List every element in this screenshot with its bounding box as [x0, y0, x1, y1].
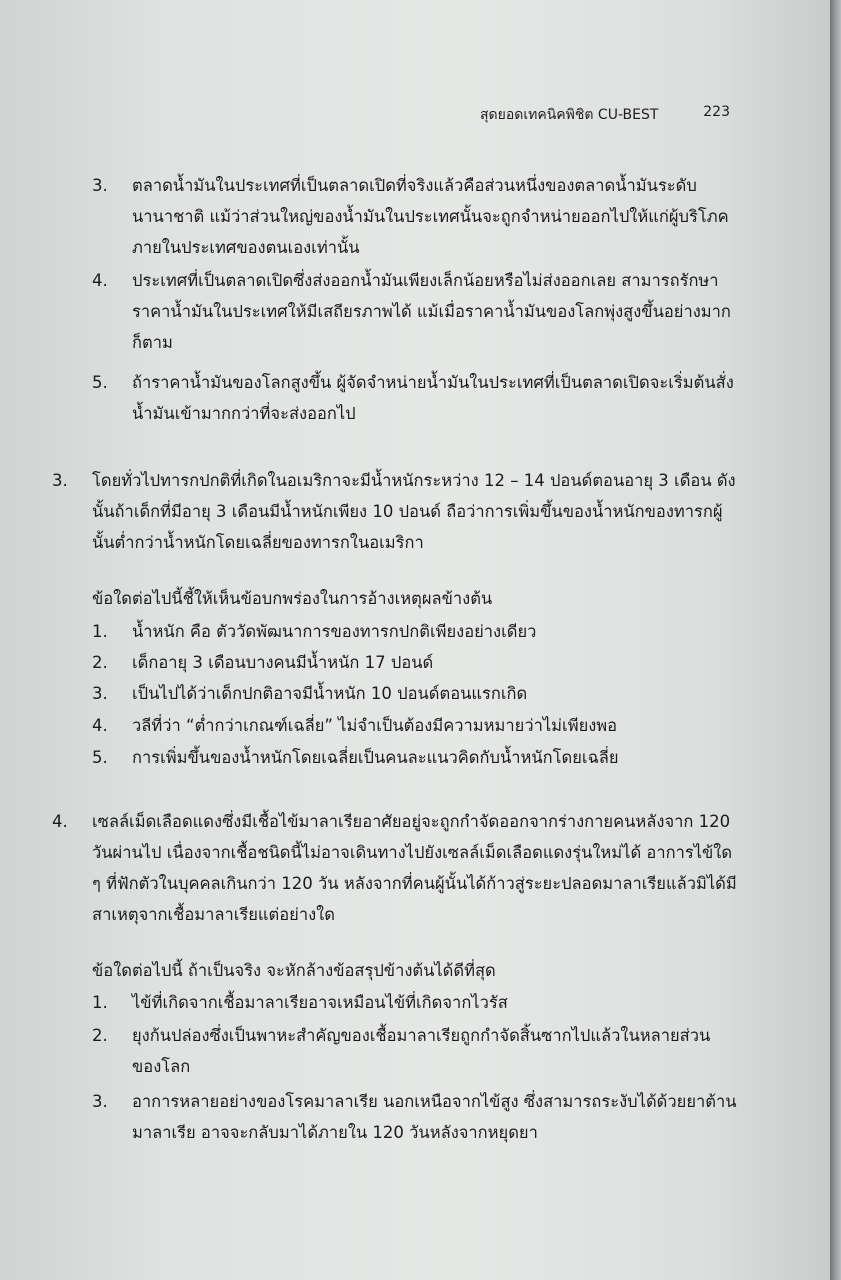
option-text: เด็กอายุ 3 เดือนบางคนมีน้ำหนัก 17 ปอนด์ — [132, 653, 434, 672]
question-4-prompt: ข้อใดต่อไปนี้ ถ้าเป็นจริง จะหักล้างข้อสรุปข้างต้นได้ดีที่สุด — [92, 961, 496, 980]
option-text: ถ้าราคาน้ำมันของโลกสูงขึ้น ผู้จัดจำหน่ายน้ำมันในประเทศที่เป็นตลาดเปิดจะเริ่มต้นสั่งน้ำมันเข้ามากกว่าที่จะส่งออกไป — [132, 373, 734, 423]
option-item — [92, 678, 737, 709]
option-number: 2. — [92, 1026, 108, 1045]
option-text: วลีที่ว่า “ต่ำกว่าเกณฑ์เฉลี่ย” ไม่จำเป็นต้องมีความหมายว่าไม่เพียงพอ — [132, 716, 618, 735]
option-item — [92, 1086, 737, 1148]
option-item — [92, 616, 737, 647]
option-item — [92, 710, 737, 741]
option-number: 5. — [92, 748, 108, 767]
option-item — [92, 265, 737, 358]
option-text: อาการหลายอย่างของโรคมาลาเรีย นอกเหนือจากไข้สูง ซึ่งสามารถระงับได้ด้วยยาต้านมาลาเรีย อาจจะกลับมาได้ภายใน 120 วันหลังจากหยุดยา — [132, 1092, 737, 1142]
option-text: ประเทศที่เป็นตลาดเปิดซึ่งส่งออกน้ำมันเพียงเล็กน้อยหรือไม่ส่งออกเลย สามารถรักษาราคาน้ำมันในประเทศให้มีเสถียรภาพได้ แม้เมื่อราคาน้ำมันของโลกพุ่งสูงขึ้นอย่างมากก็ตาม — [132, 271, 731, 352]
option-item — [92, 1020, 737, 1082]
option-number: 3. — [92, 1092, 108, 1111]
header-title: สุดยอดเทคนิคพิชิต CU-BEST — [480, 107, 659, 123]
option-text: การเพิ่มขึ้นของน้ำหนักโดยเฉลี่ยเป็นคนละแนวคิดกับน้ำหนักโดยเฉลี่ย — [132, 748, 619, 767]
option-number: 4. — [92, 716, 108, 735]
question-number: 3. — [52, 471, 68, 490]
passage-text: โดยทั่วไปทารกปกติที่เกิดในอเมริกาจะมีน้ำหนักระหว่าง 12 – 14 ปอนด์ตอนอายุ 3 เดือน ดังนั้นถ้าเด็กที่มีอายุ 3 เดือนมีน้ำหนักเพียง 10 ปอนด์ ถือว่าการเพิ่มขึ้นของน้ำหนักของทารกผู้นั้นต่ำกว่าน้ำหนักโดยเฉลี่ยของทารกในอเมริกา — [92, 471, 736, 552]
option-text: เป็นไปได้ว่าเด็กปกติอาจมีน้ำหนัก 10 ปอนด์ตอนแรกเกิด — [132, 684, 528, 703]
page-edge-shadow — [830, 0, 841, 1280]
option-number: 4. — [92, 271, 108, 290]
question-number: 4. — [52, 812, 68, 831]
option-number: 3. — [92, 684, 108, 703]
option-number: 3. — [92, 176, 108, 195]
option-item — [92, 647, 737, 678]
page-number: 223 — [703, 104, 730, 120]
option-text: น้ำหนัก คือ ตัววัดพัฒนาการของทารกปกติเพียงอย่างเดียว — [132, 622, 537, 641]
option-text: ยุงก้นปล่องซึ่งเป็นพาหะสำคัญของเชื้อมาลาเรียถูกกำจัดสิ้นซากไปแล้วในหลายส่วนของโลก — [132, 1026, 711, 1076]
option-text: ไข้ที่เกิดจากเชื้อมาลาเรียอาจเหมือนไข้ที่เกิดจากไวรัส — [132, 993, 508, 1012]
question-3-passage — [52, 465, 742, 558]
option-text: ตลาดน้ำมันในประเทศที่เป็นตลาดเปิดที่จริงแล้วคือส่วนหนึ่งของตลาดน้ำมันระดับนานาชาติ แม้ว่าส่วนใหญ่ของน้ำมันในประเทศนั้นจะถูกจำหน่ายออกไปให้แก่ผู้บริโภคภายในประเทศของตนเองเท่านั้น — [132, 176, 729, 257]
option-item — [92, 742, 737, 773]
option-number: 5. — [92, 373, 108, 392]
option-number: 2. — [92, 653, 108, 672]
question-4-passage — [52, 806, 742, 930]
option-item — [92, 170, 737, 263]
question-3-prompt: ข้อใดต่อไปนี้ชี้ให้เห็นข้อบกพร่องในการอ้างเหตุผลข้างต้น — [92, 589, 493, 608]
option-item — [92, 367, 737, 429]
option-item — [92, 987, 737, 1018]
passage-text: เซลล์เม็ดเลือดแดงซึ่งมีเชื้อไข้มาลาเรียอาศัยอยู่จะถูกกำจัดออกจากร่างกายคนหลังจาก 120 วันผ่านไป เนื่องจากเชื้อชนิดนี้ไม่อาจเดินทางไปยังเซลล์เม็ดเลือดแดงรุ่นใหม่ได้ อาการไข้ใด ๆ ที่ฟักตัวในบุคคลเกินกว่า 120 วัน หลังจากที่คนผู้นั้นได้ก้าวสู่ระยะปลอดมาลาเรียแล้วมิได้มีสาเหตุจากเชื้อมาลาเรียแต่อย่างใด — [92, 812, 737, 924]
option-number: 1. — [92, 993, 108, 1012]
option-number: 1. — [92, 622, 108, 641]
